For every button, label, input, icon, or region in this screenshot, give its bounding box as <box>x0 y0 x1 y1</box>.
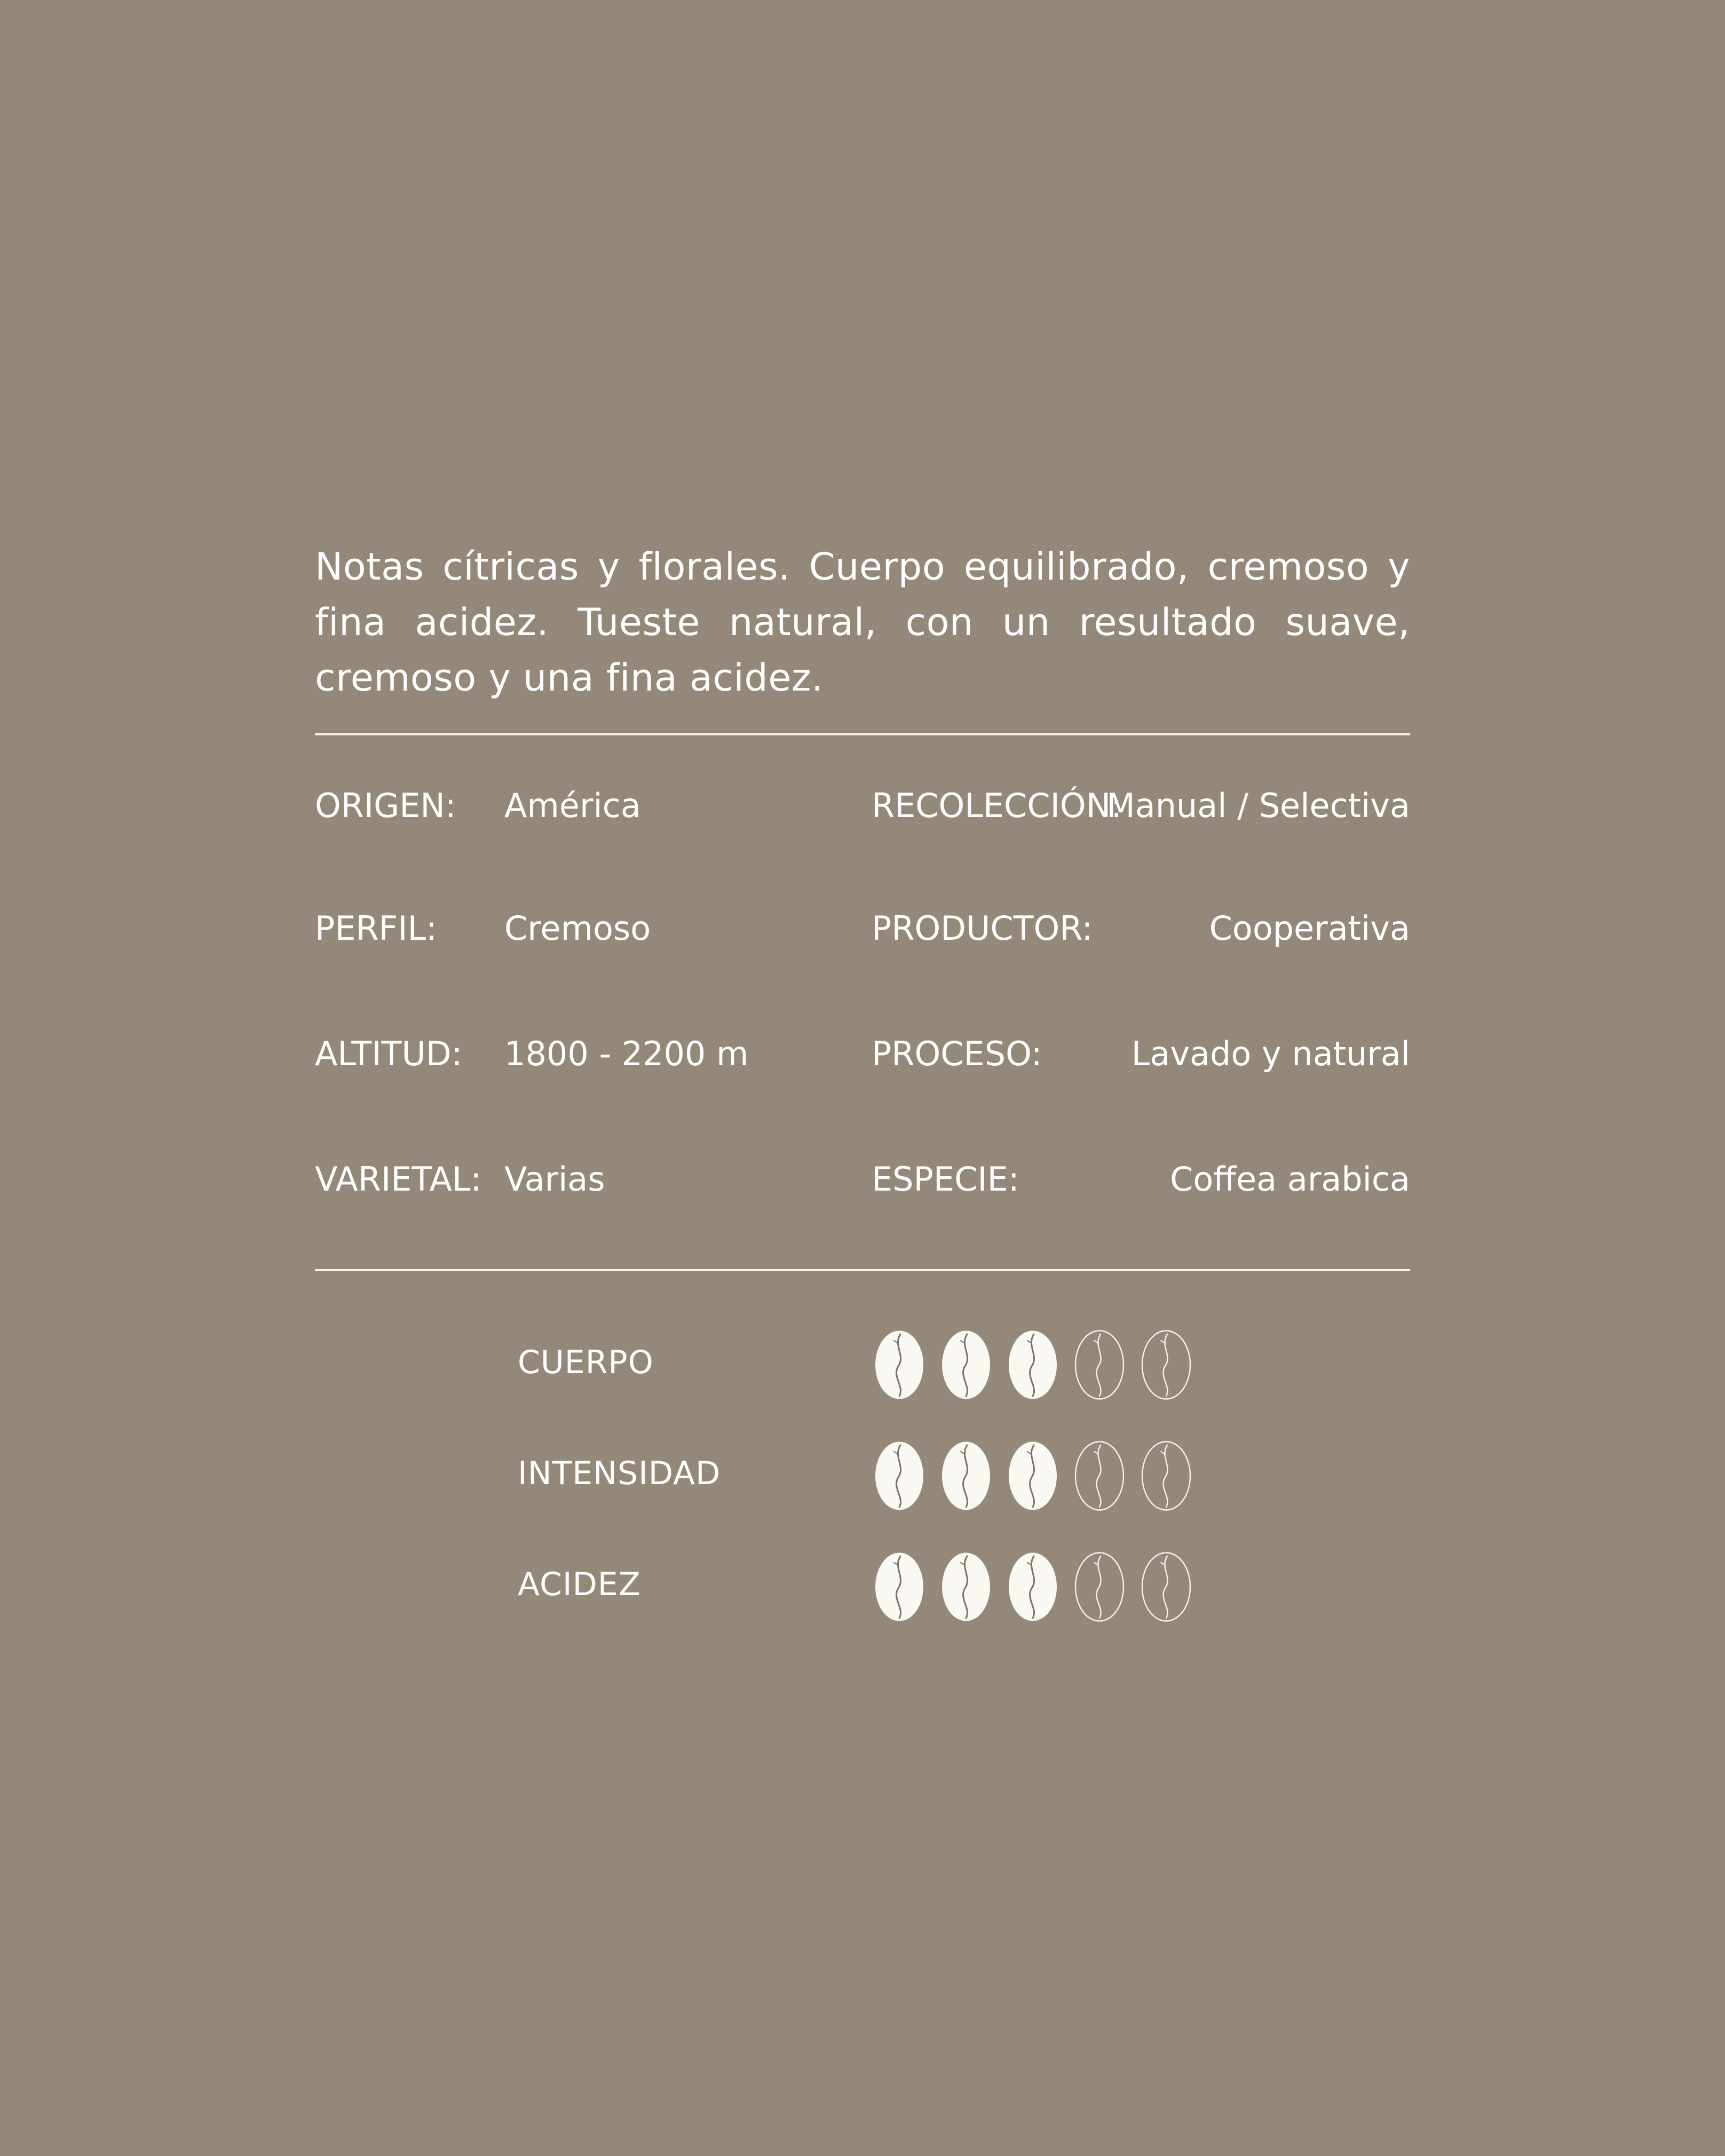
spec-value: 1800 - 2200 m <box>504 1034 749 1073</box>
spec-label: ALTITUD: <box>315 1034 463 1073</box>
rating-label: CUERPO <box>518 1344 654 1381</box>
rating-row-acidez <box>315 1551 1410 1626</box>
rating-row-cuerpo <box>315 1329 1410 1404</box>
spec-value: América <box>504 786 641 825</box>
spec-value: Coffea arabica <box>1170 1160 1410 1199</box>
coffee-bean-filled-icon <box>873 1329 926 1401</box>
spec-value: Varias <box>504 1160 605 1199</box>
spec-value: Lavado y natural <box>1131 1034 1410 1073</box>
coffee-bean-filled-icon <box>939 1551 993 1623</box>
tasting-description: Notas cítricas y florales. Cuerpo equilibrado, cremoso y fina acidez. Tueste natural, con un resultado suave, cremoso y una fina acidez. <box>315 545 1410 700</box>
spec-value: Cooperativa <box>1209 909 1410 948</box>
spec-value: Cremoso <box>504 909 651 948</box>
coffee-bean-outline-icon <box>1073 1329 1126 1401</box>
spec-value: Manual / Selectiva <box>1106 786 1410 825</box>
spec-label: RECOLECCIÓN: <box>872 786 1122 825</box>
rating-label: ACIDEZ <box>518 1566 641 1603</box>
coffee-bean-filled-icon <box>1006 1440 1059 1512</box>
coffee-bean-outline-icon <box>1140 1551 1193 1623</box>
coffee-bean-filled-icon <box>1006 1551 1059 1623</box>
spec-grid <box>315 735 1410 1237</box>
spec-label: VARIETAL: <box>315 1160 482 1199</box>
rating-label: INTENSIDAD <box>518 1455 721 1492</box>
spec-label: ORIGEN: <box>315 786 456 825</box>
rating-row-intensidad <box>315 1440 1410 1515</box>
coffee-bean-outline-icon <box>1073 1440 1126 1512</box>
product-sheet <box>315 539 1410 1645</box>
coffee-bean-filled-icon <box>1006 1329 1059 1401</box>
coffee-bean-filled-icon <box>939 1329 993 1401</box>
coffee-bean-filled-icon <box>873 1551 926 1623</box>
coffee-bean-filled-icon <box>939 1440 993 1512</box>
spec-label: PRODUCTOR: <box>872 909 1093 948</box>
coffee-bean-filled-icon <box>873 1440 926 1512</box>
ratings-panel <box>315 1271 1410 1645</box>
spec-label: PROCESO: <box>872 1034 1042 1073</box>
spec-label: PERFIL: <box>315 909 438 948</box>
spec-label: ESPECIE: <box>872 1160 1019 1199</box>
coffee-bean-outline-icon <box>1140 1440 1193 1512</box>
coffee-bean-outline-icon <box>1073 1551 1126 1623</box>
coffee-bean-outline-icon <box>1140 1329 1193 1401</box>
